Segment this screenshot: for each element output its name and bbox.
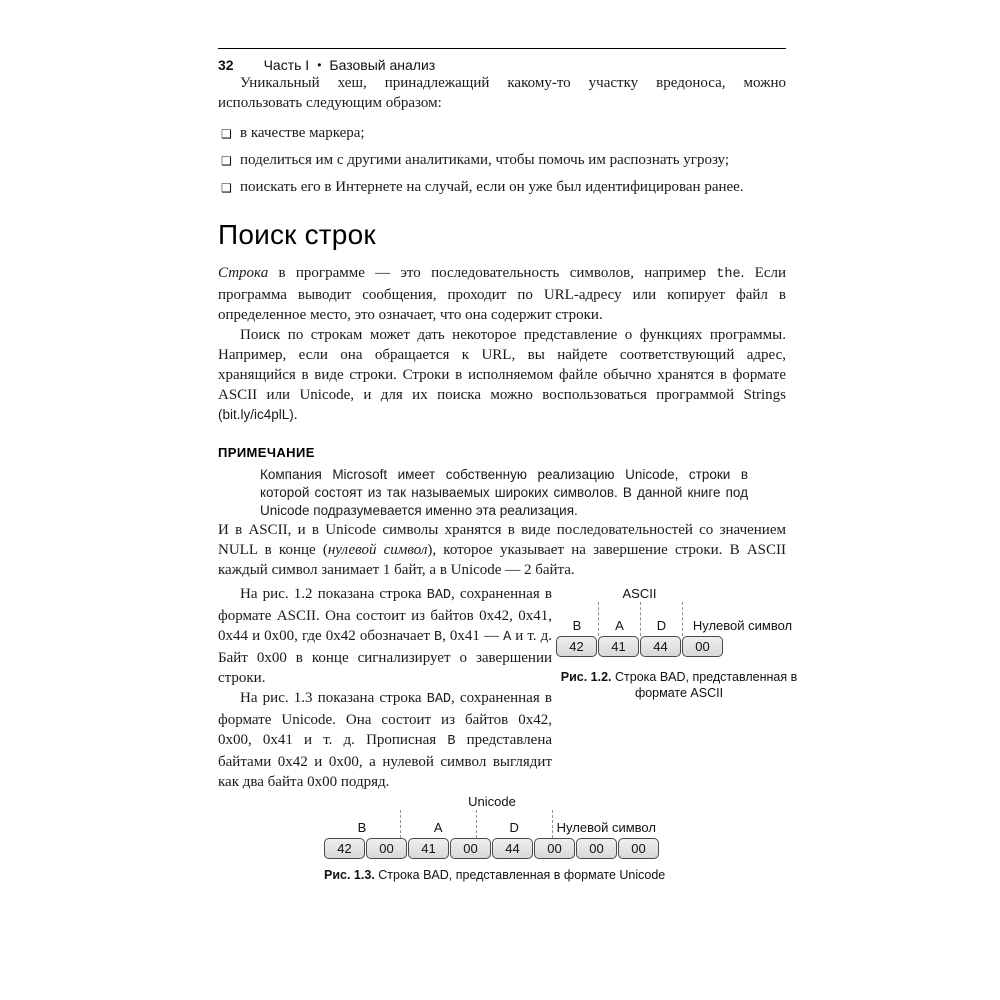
figure-1-2 — [556, 586, 802, 701]
figure-caption-number: Рис. 1.3. — [324, 868, 375, 882]
char-label: D — [476, 810, 552, 838]
code-inline: A — [503, 630, 512, 645]
square-bullet-icon: ❑ — [221, 154, 232, 168]
byte-cell: 44 — [640, 636, 681, 657]
page-content — [218, 48, 798, 883]
byte-cell: 42 — [556, 636, 597, 657]
byte-cell: 00 — [682, 636, 723, 657]
running-header — [218, 48, 786, 73]
char-label: B — [572, 618, 582, 633]
code-inline: B — [433, 630, 443, 645]
paragraph-strings-definition — [218, 263, 786, 325]
square-bullet-icon: ❑ — [221, 181, 232, 195]
code-inline: BAD — [426, 588, 452, 603]
text-segment: и т. д. Байт 0x00 в конце сигнализирует о завершении строки. — [218, 628, 553, 686]
byte-cell: 41 — [408, 838, 449, 859]
list-item-text: поделиться им с другими аналитиками, чтобы помочь им распознать угрозу; — [240, 152, 730, 168]
paragraph-encoding — [218, 520, 786, 580]
term-italic: нулевой символ — [327, 542, 428, 558]
figure-encoding-title: Unicode — [468, 794, 516, 809]
null-terminator-label: Нулевой символ — [682, 602, 802, 636]
char-label: A — [598, 602, 640, 636]
text-segment: Поиск по строкам может дать некоторое представление о функциях программы. Например, если она обращается к URL, вы найдете соответствующий адрес, хранящийся в виде строки. Строки в исполняемом файле обычно хранятся в формате ASCII или Unicode, и для их поиска можно воспользоваться программой Strings — [218, 327, 786, 403]
section-heading: Поиск строк — [218, 219, 376, 250]
text-segment: представлена байтами 0x42 и 0x00, а нулевой символ выглядит как два байта 0x00 подряд. — [218, 732, 553, 790]
text-segment: , 0x41 — — [442, 628, 504, 644]
paragraph-fig13-description — [218, 688, 552, 792]
text-segment: На рис. 1.2 показана строка — [240, 586, 427, 602]
byte-row — [324, 838, 660, 859]
figure-caption-text: Строка BAD, представленная в формате Unicode — [374, 868, 666, 882]
text-segment: И в ASCII, и в Unicode символы хранятся в виде последовательностей со значением NULL в конце ( — [218, 522, 786, 558]
byte-cell: 00 — [366, 838, 407, 859]
note-block — [218, 445, 786, 520]
page-number: 32 — [218, 57, 234, 73]
two-column-zone — [218, 584, 798, 792]
part-label: Часть I — [263, 57, 310, 73]
figure-label-row — [556, 602, 802, 636]
text-segment: На рис. 1.3 показана строка — [240, 690, 427, 706]
list-item — [218, 123, 786, 143]
byte-cell: 44 — [492, 838, 533, 859]
note-body: Компания Microsoft имеет собственную реализацию Unicode, строки в которой состоят из так называемых широких символов. В данной книге под Unicode подразумевается именно эта реализация. — [260, 467, 748, 518]
right-figure-column — [556, 584, 802, 792]
figure-caption — [556, 669, 802, 701]
text-segment: в программе — это последовательность символов, например — [268, 265, 717, 281]
code-inline: BAD — [426, 692, 452, 707]
bullet-list — [218, 123, 786, 197]
text-segment: , сохраненная в формате ASCII. Она состоит из байтов 0x42, 0x41, 0x44 и 0x00, где 0x42 обозначает — [218, 586, 552, 644]
byte-row — [556, 636, 802, 657]
code-inline: the — [716, 267, 741, 282]
figure-label-row — [324, 810, 660, 838]
shortlink-text: (bit.ly/ic4plL) — [218, 407, 294, 422]
header-separator-icon: • — [317, 58, 322, 72]
figure-caption-number: Рис. 1.2. — [560, 670, 612, 684]
paragraph-string-search — [218, 325, 786, 425]
square-bullet-icon: ❑ — [221, 127, 232, 141]
text-segment: . Если программа выводит сообщения, проходит по URL-адресу или копирует файл в определенное место, это означает, что она содержит строки. — [218, 265, 786, 323]
left-text-column — [218, 584, 552, 792]
figure-caption-text: Строка BAD, представленная в формате ASCII — [611, 670, 798, 700]
figure-1-3 — [324, 794, 666, 883]
note-title: ПРИМЕЧАНИЕ — [218, 445, 315, 460]
char-label: D — [640, 602, 682, 636]
intro-paragraph: Уникальный хеш, принадлежащий какому-то участку вредоноса, можно использовать следующим образом: — [218, 75, 786, 111]
null-terminator-label: Нулевой символ — [552, 810, 660, 838]
text-segment: , сохраненная в формате Unicode. Она состоит из байтов 0x42, 0x00, 0x41 и т. д. Прописная — [218, 690, 552, 748]
text-segment: ), которое указывает на завершение строки. В ASCII каждый символ занимает 1 байт, а в Unicode — 2 байта. — [218, 542, 786, 578]
byte-cell: 00 — [450, 838, 491, 859]
list-item-text: в качестве маркера; — [240, 125, 365, 141]
byte-cell: 00 — [576, 838, 617, 859]
figure-encoding-title: ASCII — [622, 586, 657, 601]
paragraph-fig12-description — [218, 584, 552, 688]
byte-cell: 00 — [618, 838, 659, 859]
list-item-text: поискать его в Интернете на случай, если он уже был идентифицирован ранее. — [240, 179, 744, 195]
byte-cell: 42 — [324, 838, 365, 859]
code-inline: B — [447, 734, 456, 749]
section-label: Базовый анализ — [329, 57, 436, 73]
figure-caption — [324, 867, 666, 883]
byte-cell: 00 — [534, 838, 575, 859]
char-label: B — [357, 820, 367, 835]
char-label: A — [400, 810, 476, 838]
list-item — [218, 150, 786, 170]
list-item — [218, 177, 786, 197]
byte-cell: 41 — [598, 636, 639, 657]
term-italic: Строка — [218, 265, 269, 281]
text-segment: . — [293, 407, 298, 423]
